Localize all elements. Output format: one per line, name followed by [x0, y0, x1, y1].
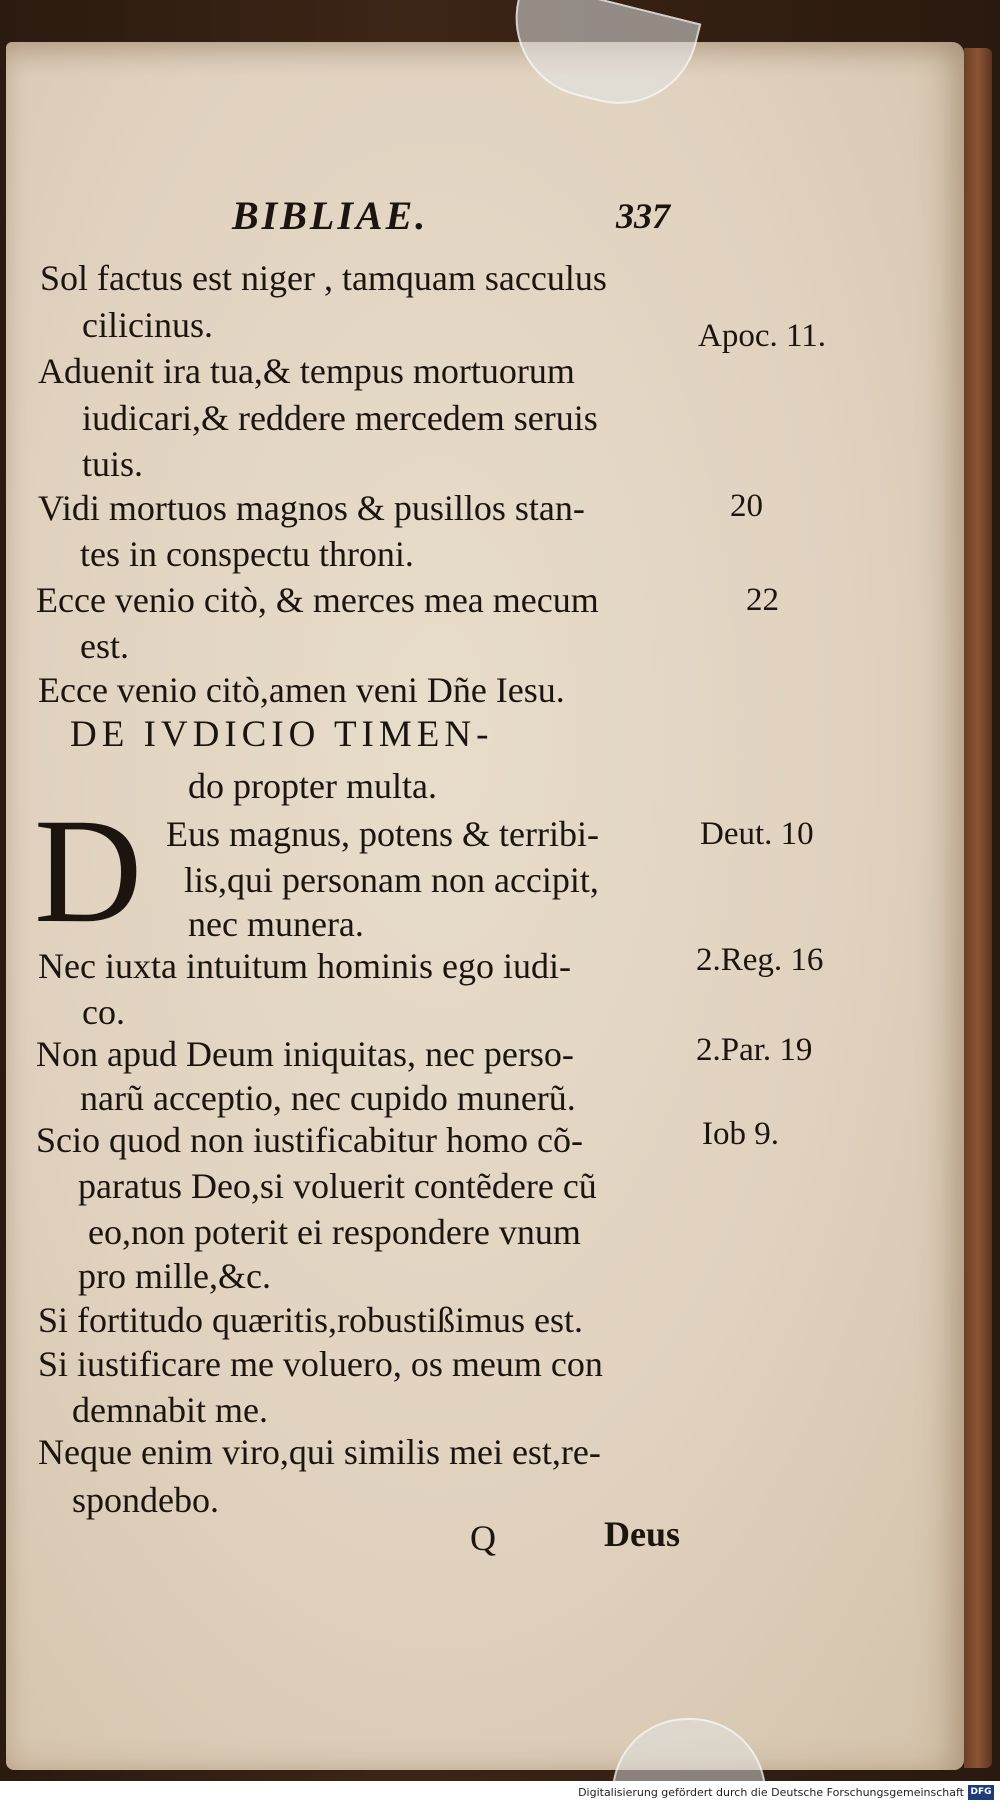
- text-line: Neque enim viro,qui similis mei est,re-: [38, 1432, 601, 1472]
- text-line: Ecce venio citò, & merces mea mecum: [36, 580, 599, 620]
- drop-cap-initial: D: [34, 788, 143, 954]
- section-heading-continued: do propter multa.: [188, 766, 437, 806]
- text-line: demnabit me.: [72, 1390, 268, 1430]
- margin-reference: 22: [746, 582, 779, 618]
- text-line: iudicari,& reddere mercedem seruis: [82, 398, 598, 438]
- text-line: Ecce venio citò,amen veni Dñe Iesu.: [38, 670, 565, 710]
- text-line: est.: [80, 626, 129, 666]
- catchword: Deus: [604, 1514, 681, 1554]
- margin-reference: Iob 9.: [702, 1116, 779, 1152]
- margin-reference: 20: [730, 488, 763, 524]
- text-line: lis,qui personam non accipit,: [184, 860, 599, 900]
- text-line: Sol factus est niger , tamquam sacculus: [40, 258, 607, 298]
- text-line: Vidi mortuos magnos & pusillos stan-: [38, 488, 585, 528]
- signature-mark: Q: [470, 1518, 496, 1558]
- text-line: Non apud Deum iniquitas, nec perso-: [36, 1034, 574, 1074]
- margin-reference: 2.Reg. 16: [696, 942, 824, 978]
- section-heading: DE IVDICIO TIMEN-: [70, 714, 494, 755]
- text-line: tuis.: [82, 444, 144, 484]
- text-line: tes in conspectu throni.: [80, 534, 414, 574]
- text-line: Scio quod non iustificabitur homo cõ-: [36, 1120, 583, 1160]
- folio-number: 337: [616, 196, 670, 236]
- text-line: nec munera.: [188, 904, 364, 944]
- margin-reference: Deut. 10: [700, 816, 814, 852]
- digitization-credit: Digitalisierung gefördert durch die Deutsche Forschungsgemeinschaft: [578, 1786, 964, 1799]
- text-line: cilicinus.: [82, 305, 213, 345]
- text-line: eo,non poterit ei respondere vnum: [88, 1212, 581, 1252]
- text-line: pro mille,&c.: [78, 1256, 271, 1296]
- book-edge: [964, 48, 992, 1768]
- text-line: narũ acceptio, nec cupido munerũ.: [80, 1078, 576, 1118]
- dfg-logo-icon: DFG: [968, 1785, 994, 1800]
- text-line: paratus Deo,si voluerit contẽdere cũ: [78, 1166, 597, 1206]
- text-line: Nec iuxta intuitum hominis ego iudi-: [38, 946, 571, 986]
- text-line: co.: [82, 992, 125, 1032]
- text-line: Aduenit ira tua,& tempus mortuorum: [38, 351, 575, 391]
- text-line: Si iustificare me voluero, os meum con: [38, 1344, 603, 1384]
- text-line: spondebo.: [72, 1480, 219, 1520]
- margin-reference: 2.Par. 19: [696, 1032, 813, 1068]
- running-head-title: BIBLIAE.: [232, 193, 429, 238]
- text-line: Eus magnus, potens & terribi-: [166, 814, 599, 854]
- text-line: Si fortitudo quæritis,robustißimus est.: [38, 1300, 584, 1340]
- margin-reference: Apoc. 11.: [698, 318, 827, 354]
